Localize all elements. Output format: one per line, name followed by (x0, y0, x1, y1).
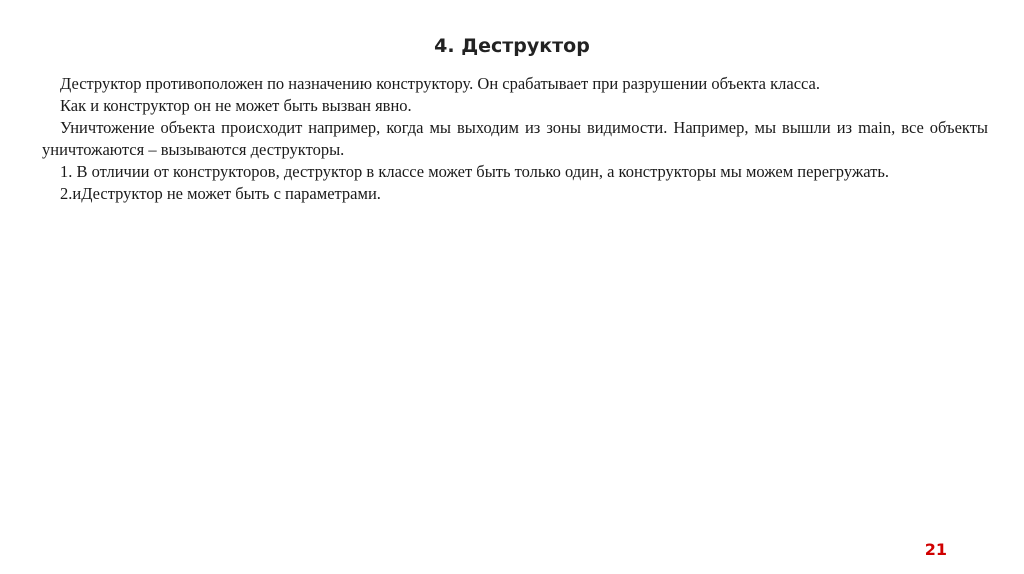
paragraph-1: Деструктор противоположен по назначению конструктору. Он срабатывает при разрушении объекта класса. (60, 74, 820, 93)
paragraph-4: 1. В отличии от конструкторов, деструктор в классе может быть только один, а конструкторы мы можем перегружать. (60, 162, 890, 181)
slide-title: 4. Деструктор (434, 35, 590, 57)
paragraph-5: 2.иДеструктор не может быть с параметрами. (60, 184, 381, 203)
page-number: 21 (924, 540, 947, 559)
paragraph-2: Как и конструктор он не может быть вызван явно. (60, 96, 412, 115)
slide-body (42, 73, 988, 205)
paragraph-3: Уничтожение объекта происходит например, когда мы выходим из зоны видимости. Например, мы вышли из main, все объекты уничтожаются – вызываются деструкторы. (42, 118, 988, 159)
